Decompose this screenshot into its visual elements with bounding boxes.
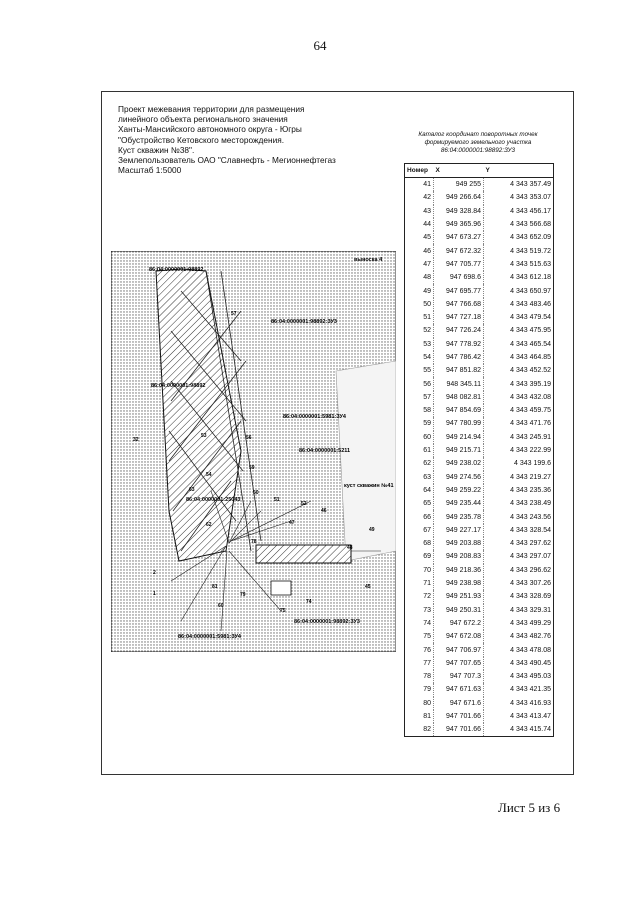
y-coordinate-cell: 4 343 421.35: [510, 686, 551, 694]
page-number: 64: [313, 38, 327, 53]
table-row: [405, 364, 554, 377]
point-label: 81: [212, 584, 218, 590]
point-number-cell: 56: [405, 377, 434, 390]
x-coordinate-cell: 947 707.65: [434, 657, 484, 670]
table-row: [405, 564, 554, 577]
x-coordinate-cell: 949 208.83: [434, 550, 484, 563]
table-row: [405, 377, 554, 390]
parcel-label: 86:04:0000001:98892:ЗУ3: [271, 319, 337, 325]
point-label: 52: [301, 501, 307, 507]
point-label: 74: [306, 599, 312, 605]
point-number-cell: 80: [405, 697, 434, 710]
y-coordinate-cell: 4 343 245.91: [510, 433, 551, 441]
y-coordinate-cell: 4 343 222.99: [510, 447, 551, 455]
table-row: [405, 590, 554, 603]
x-coordinate-cell: 947 698.6: [434, 271, 484, 284]
point-number-cell: 65: [405, 497, 434, 510]
table-row: [405, 604, 554, 617]
y-coordinate-cell: 4 343 456.17: [510, 207, 551, 215]
table-row: [405, 244, 554, 257]
x-coordinate-cell: 947 854.69: [434, 404, 484, 417]
x-coordinate-cell: 949 235.78: [434, 510, 484, 523]
y-coordinate-cell: 4 343 650.97: [510, 287, 551, 295]
x-coordinate-cell: 949 251.93: [434, 590, 484, 603]
sheet-footer: Лист 5 из 6: [498, 800, 561, 815]
point-number-cell: 79: [405, 683, 434, 696]
point-label: 50: [253, 490, 259, 496]
table-row: [405, 497, 554, 510]
parcel-label: 86:04:0000001:5211: [299, 448, 351, 454]
table-row: [405, 643, 554, 656]
table-row: [405, 617, 554, 630]
point-label: 57: [231, 311, 237, 317]
table-row: [405, 657, 554, 670]
title-line: Куст скважин №38".: [118, 144, 195, 155]
point-number-cell: 70: [405, 564, 434, 577]
catalog-title-line: Каталог координат поворотных точек: [418, 131, 538, 138]
point-number-cell: 67: [405, 524, 434, 537]
title-line: Землепользователь ОАО "Славнефть - Мегионнефтегаз: [118, 155, 336, 166]
y-coordinate-cell: 4 343 307.26: [510, 580, 551, 588]
x-coordinate-cell: 949 214.94: [434, 431, 484, 444]
point-number-cell: 75: [405, 630, 434, 643]
col-header-number: Номер: [405, 164, 434, 178]
x-coordinate-cell: 947 672.08: [434, 630, 484, 643]
point-label: 59: [249, 465, 255, 471]
table-row: [405, 510, 554, 523]
point-number-cell: 44: [405, 218, 434, 231]
well-pad-road: [256, 545, 351, 563]
x-coordinate-cell: 949 203.88: [434, 537, 484, 550]
y-coordinate-cell: 4 343 519.72: [510, 247, 551, 255]
parcel-label: 86:04:0000001:98892: [149, 267, 204, 273]
point-number-cell: 68: [405, 537, 434, 550]
point-label: 48: [347, 545, 353, 551]
x-coordinate-cell: 947 671.6: [434, 697, 484, 710]
point-number-cell: 78: [405, 670, 434, 683]
x-coordinate-cell: 947 766.68: [434, 298, 484, 311]
table-row: [405, 324, 554, 337]
map-light-zone: [336, 361, 396, 561]
x-coordinate-cell: 947 671.63: [434, 683, 484, 696]
y-coordinate-cell: 4 343 499.29: [510, 619, 551, 627]
catalog-title: [404, 131, 552, 155]
table-row: [405, 484, 554, 497]
x-coordinate-cell: 949 250.31: [434, 604, 484, 617]
y-coordinate-cell: 4 343 566.68: [510, 221, 551, 229]
point-label: 53: [201, 433, 207, 439]
point-number-cell: 54: [405, 351, 434, 364]
y-coordinate-cell: 4 343 235.36: [510, 486, 551, 494]
x-coordinate-cell: 949 274.56: [434, 471, 484, 484]
y-coordinate-cell: 4 343 297.07: [510, 553, 551, 561]
small-building: [271, 581, 291, 595]
y-coordinate-cell: 4 343 243.56: [510, 513, 551, 521]
point-number-cell: 77: [405, 657, 434, 670]
table-row: [405, 683, 554, 696]
point-label: 54: [206, 472, 212, 478]
table-row: [405, 191, 554, 204]
point-label: 32: [133, 437, 139, 443]
catalog-title-line: 86:04:0000001:98892:ЗУ3: [440, 147, 516, 154]
table-row: [405, 351, 554, 364]
table-row: [405, 444, 554, 457]
table-row: [405, 271, 554, 284]
y-coordinate-cell: 4 343 612.18: [510, 274, 551, 282]
x-coordinate-cell: 947 726.24: [434, 324, 484, 337]
y-coordinate-cell: 4 343 483.46: [510, 300, 551, 308]
x-coordinate-cell: 947 705.77: [434, 258, 484, 271]
table-row: [405, 577, 554, 590]
table-row: [405, 311, 554, 324]
point-number-cell: 72: [405, 590, 434, 603]
y-coordinate-cell: 4 343 395.19: [510, 380, 551, 388]
x-coordinate-cell: 947 672.2: [434, 617, 484, 630]
y-coordinate-cell: 4 343 238.49: [510, 500, 551, 508]
point-number-cell: 63: [405, 471, 434, 484]
y-coordinate-cell: 4 343 297.62: [510, 540, 551, 548]
table-row: [405, 723, 554, 737]
parcel-label: 86:04:0000001:98892:ЗУ3: [294, 619, 360, 625]
table-row: [405, 218, 554, 231]
point-number-cell: 71: [405, 577, 434, 590]
y-coordinate-cell: 4 343 296.62: [510, 566, 551, 574]
point-label: 45: [365, 584, 371, 590]
point-label: 62: [206, 522, 212, 528]
table-row: [405, 630, 554, 643]
x-coordinate-cell: 949 365.96: [434, 218, 484, 231]
table-row: [405, 670, 554, 683]
table-row: [405, 391, 554, 404]
parcel-label: 86:04:0000001:5981:ЗУ4: [283, 414, 346, 420]
x-coordinate-cell: 947 672.32: [434, 244, 484, 257]
table-row: [405, 431, 554, 444]
table-row: [405, 710, 554, 723]
x-coordinate-cell: 948 082.81: [434, 391, 484, 404]
point-number-cell: 52: [405, 324, 434, 337]
x-coordinate-cell: 947 701.66: [434, 710, 484, 723]
x-coordinate-cell: 947 780.99: [434, 417, 484, 430]
x-coordinate-cell: 947 673.27: [434, 231, 484, 244]
title-line: линейного объекта регионального значения: [118, 114, 288, 125]
table-row: [405, 417, 554, 430]
parcel-label: 86:04:0000001:25043: [186, 497, 241, 503]
col-header-x: X: [434, 164, 484, 178]
point-label: 63: [189, 487, 195, 493]
point-label: 2: [153, 570, 156, 576]
y-coordinate-cell: 4 343 482.76: [510, 633, 551, 641]
x-coordinate-cell: 949 259.22: [434, 484, 484, 497]
point-label: 60: [218, 603, 224, 609]
point-label: 47: [289, 520, 295, 526]
table-row: [405, 258, 554, 271]
y-coordinate-cell: 4 343 432.08: [510, 393, 551, 401]
x-coordinate-cell: 947 695.77: [434, 284, 484, 297]
y-coordinate-cell: 4 343 416.93: [510, 699, 551, 707]
y-coordinate-cell: 4 343 357.49: [510, 181, 551, 189]
point-label: 78: [251, 539, 257, 545]
y-coordinate-cell: 4 343 495.03: [510, 673, 551, 681]
y-coordinate-cell: 4 343 329.31: [510, 606, 551, 614]
point-number-cell: 58: [405, 404, 434, 417]
well-label: куст скважин №41: [344, 483, 394, 489]
x-coordinate-cell: 947 707.3: [434, 670, 484, 683]
title-line: Масштаб 1:5000: [118, 165, 182, 176]
table-row: [405, 471, 554, 484]
point-number-cell: 59: [405, 417, 434, 430]
y-coordinate-cell: 4 343 328.54: [510, 526, 551, 534]
point-label: 56: [246, 435, 252, 441]
table-row: [405, 457, 554, 470]
x-coordinate-cell: 947 706.97: [434, 643, 484, 656]
table-row: [405, 404, 554, 417]
point-number-cell: 53: [405, 338, 434, 351]
point-number-cell: 76: [405, 643, 434, 656]
y-coordinate-cell: 4 343 479.54: [510, 314, 551, 322]
point-label: 51: [274, 497, 280, 503]
point-number-cell: 41: [405, 178, 434, 192]
point-number-cell: 74: [405, 617, 434, 630]
point-number-cell: 48: [405, 271, 434, 284]
y-coordinate-cell: 4 343 199.6: [514, 460, 551, 468]
x-coordinate-cell: 948 345.11: [434, 377, 484, 390]
point-number-cell: 66: [405, 510, 434, 523]
project-title: [118, 104, 348, 175]
y-coordinate-cell: 4 343 219.27: [510, 473, 551, 481]
x-coordinate-cell: 949 227.17: [434, 524, 484, 537]
x-coordinate-cell: 949 235.44: [434, 497, 484, 510]
table-row: [405, 524, 554, 537]
point-number-cell: 64: [405, 484, 434, 497]
parcel-label: 86:04:0000001:98892: [151, 383, 206, 389]
point-number-cell: 42: [405, 191, 434, 204]
point-label: 1: [153, 591, 156, 597]
x-coordinate-cell: 947 851.82: [434, 364, 484, 377]
point-number-cell: 51: [405, 311, 434, 324]
point-number-cell: 61: [405, 444, 434, 457]
table-row: [405, 697, 554, 710]
point-number-cell: 49: [405, 284, 434, 297]
cadastral-map: [111, 251, 396, 652]
y-coordinate-cell: 4 343 353.07: [510, 194, 551, 202]
point-number-cell: 55: [405, 364, 434, 377]
y-coordinate-cell: 4 343 459.75: [510, 407, 551, 415]
point-number-cell: 46: [405, 244, 434, 257]
x-coordinate-cell: 949 238.02: [434, 457, 484, 470]
y-coordinate-cell: 4 343 465.54: [510, 340, 551, 348]
col-header-y: Y: [484, 164, 554, 178]
x-coordinate-cell: 949 255: [434, 178, 484, 192]
coordinates-table: [404, 163, 554, 737]
title-line: Ханты-Мансийского автономного округа - Югры: [118, 124, 302, 135]
y-coordinate-cell: 4 343 452.52: [510, 367, 551, 375]
y-coordinate-cell: 4 343 415.74: [510, 726, 551, 734]
table-row: [405, 231, 554, 244]
title-line: Проект межевания территории для размещения: [118, 104, 305, 114]
table-row: [405, 537, 554, 550]
point-number-cell: 82: [405, 723, 434, 737]
point-label: 79: [240, 592, 246, 598]
point-number-cell: 50: [405, 298, 434, 311]
y-coordinate-cell: 4 343 328.69: [510, 593, 551, 601]
point-number-cell: 62: [405, 457, 434, 470]
y-coordinate-cell: 4 343 464.85: [510, 354, 551, 361]
y-coordinate-cell: 4 343 475.95: [510, 327, 551, 335]
table-row: [405, 284, 554, 297]
table-row: [405, 205, 554, 218]
point-number-cell: 47: [405, 258, 434, 271]
title-line: "Обустройство Кетовского месторождения.: [118, 134, 285, 145]
table-row: [405, 550, 554, 563]
point-label: 46: [321, 508, 327, 514]
x-coordinate-cell: 947 786.42: [434, 351, 484, 364]
y-coordinate-cell: 4 343 652.09: [510, 234, 551, 242]
x-coordinate-cell: 947 778.92: [434, 338, 484, 351]
table-row: [405, 298, 554, 311]
point-number-cell: 69: [405, 550, 434, 563]
parcel-label: 86:04:0000001:5981:ЗУ4: [178, 634, 241, 640]
y-coordinate-cell: 4 343 478.08: [510, 646, 551, 654]
x-coordinate-cell: 949 328.84: [434, 205, 484, 218]
y-coordinate-cell: 4 343 413.47: [510, 713, 551, 721]
point-number-cell: 81: [405, 710, 434, 723]
x-coordinate-cell: 949 215.71: [434, 444, 484, 457]
x-coordinate-cell: 949 266.64: [434, 191, 484, 204]
x-coordinate-cell: 949 238.98: [434, 577, 484, 590]
point-label: 49: [369, 527, 375, 533]
point-number-cell: 73: [405, 604, 434, 617]
x-coordinate-cell: 947 701.66: [434, 723, 484, 737]
coordinates-table-body: [405, 178, 554, 737]
point-number-cell: 45: [405, 231, 434, 244]
y-coordinate-cell: 4 343 490.45: [510, 659, 551, 667]
x-coordinate-cell: 949 218.36: [434, 564, 484, 577]
y-coordinate-cell: 4 343 471.76: [510, 420, 551, 428]
point-label: 75: [280, 608, 286, 614]
catalog-title-line: формируемого земельного участка: [424, 139, 532, 146]
inset-label: выноска 4: [354, 257, 383, 263]
point-number-cell: 60: [405, 431, 434, 444]
table-row: [405, 178, 554, 192]
x-coordinate-cell: 947 727.18: [434, 311, 484, 324]
point-number-cell: 57: [405, 391, 434, 404]
y-coordinate-cell: 4 343 515.63: [510, 260, 551, 268]
point-number-cell: 43: [405, 205, 434, 218]
table-row: [405, 338, 554, 351]
